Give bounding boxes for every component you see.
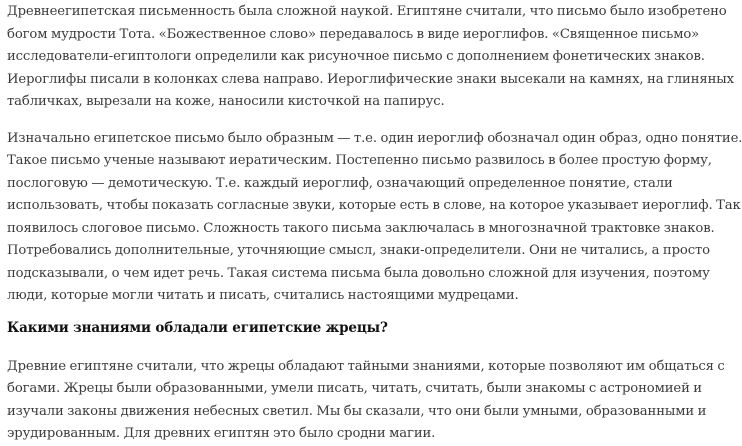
text-line: Древнеегипетская письменность была сложной наукой. Египтяне считали, что письмо было изобретено [7, 4, 727, 19]
paragraph-writing-evolution [7, 128, 742, 308]
text-line: изучали законы движения небесных светил. Мы бы сказали, что они были умными, образованными и [7, 403, 707, 419]
text-line: Изначально египетское письмо было образным — т.е. один иероглиф обозначал один образ, одно понятие. [7, 130, 742, 146]
text-line: появилось слоговое письмо. Сложность такого письма заключалась в многозначной трактовке знаков. [7, 220, 715, 236]
text-line: послоговую — демотическую. Т.е. каждый иероглиф, означающий определенное понятие, стали [7, 175, 673, 191]
paragraph-spacer [7, 308, 657, 317]
text-line: Потребовались дополнительные, уточняющие смысл, знаки-определители. Они не читались, а просто [7, 243, 710, 258]
text-line: богом мудрости Тота. «Божественное слово» передавалось в виде иероглифов. «Священное письмо» [7, 26, 700, 42]
paragraph-spacer [7, 114, 657, 128]
text-line: Древние египтяне считали, что жрецы обладают тайными знаниями, которые позволяют им общаться с [7, 358, 725, 374]
text-line: Такое письмо ученые называют иератическим. Постепенно письмо развилось в более простую форму, [7, 153, 712, 168]
section-heading: Какими знаниями обладали египетские жрецы? [7, 319, 388, 336]
text-line: люди, которые могли читать и писать, считались настоящими мудрецами. [7, 288, 519, 303]
text-line: исследователи-египтологи определили как рисуночное письмо с дополнением фонетических знаков. [7, 49, 705, 64]
paragraph-writing-science [7, 1, 734, 114]
article-body [7, 1, 742, 446]
text-line: богами. Жрецы были образованными, умели писать, читать, считать, были знакомы с астрономией и [7, 381, 702, 396]
text-line: эрудированным. Для древних египтян это было сродни магии. [7, 426, 436, 441]
text-line: использовать, чтобы показать согласные звуки, которые есть в слове, на которое указывает иероглиф. Так [7, 198, 741, 213]
text-line: Иероглифы писали в колонках слева направо. Иероглифические знаки высекали на камнях, на глиняных [7, 71, 734, 87]
text-line: табличках, вырезали на коже, наносили кисточкой на папирус. [7, 94, 445, 109]
text-line: подсказывали, о чем идет речь. Такая система письма была довольно сложной для изучения, поэтому [7, 265, 710, 281]
paragraph-spacer [7, 339, 657, 356]
paragraph-priests-knowledge [7, 356, 725, 446]
